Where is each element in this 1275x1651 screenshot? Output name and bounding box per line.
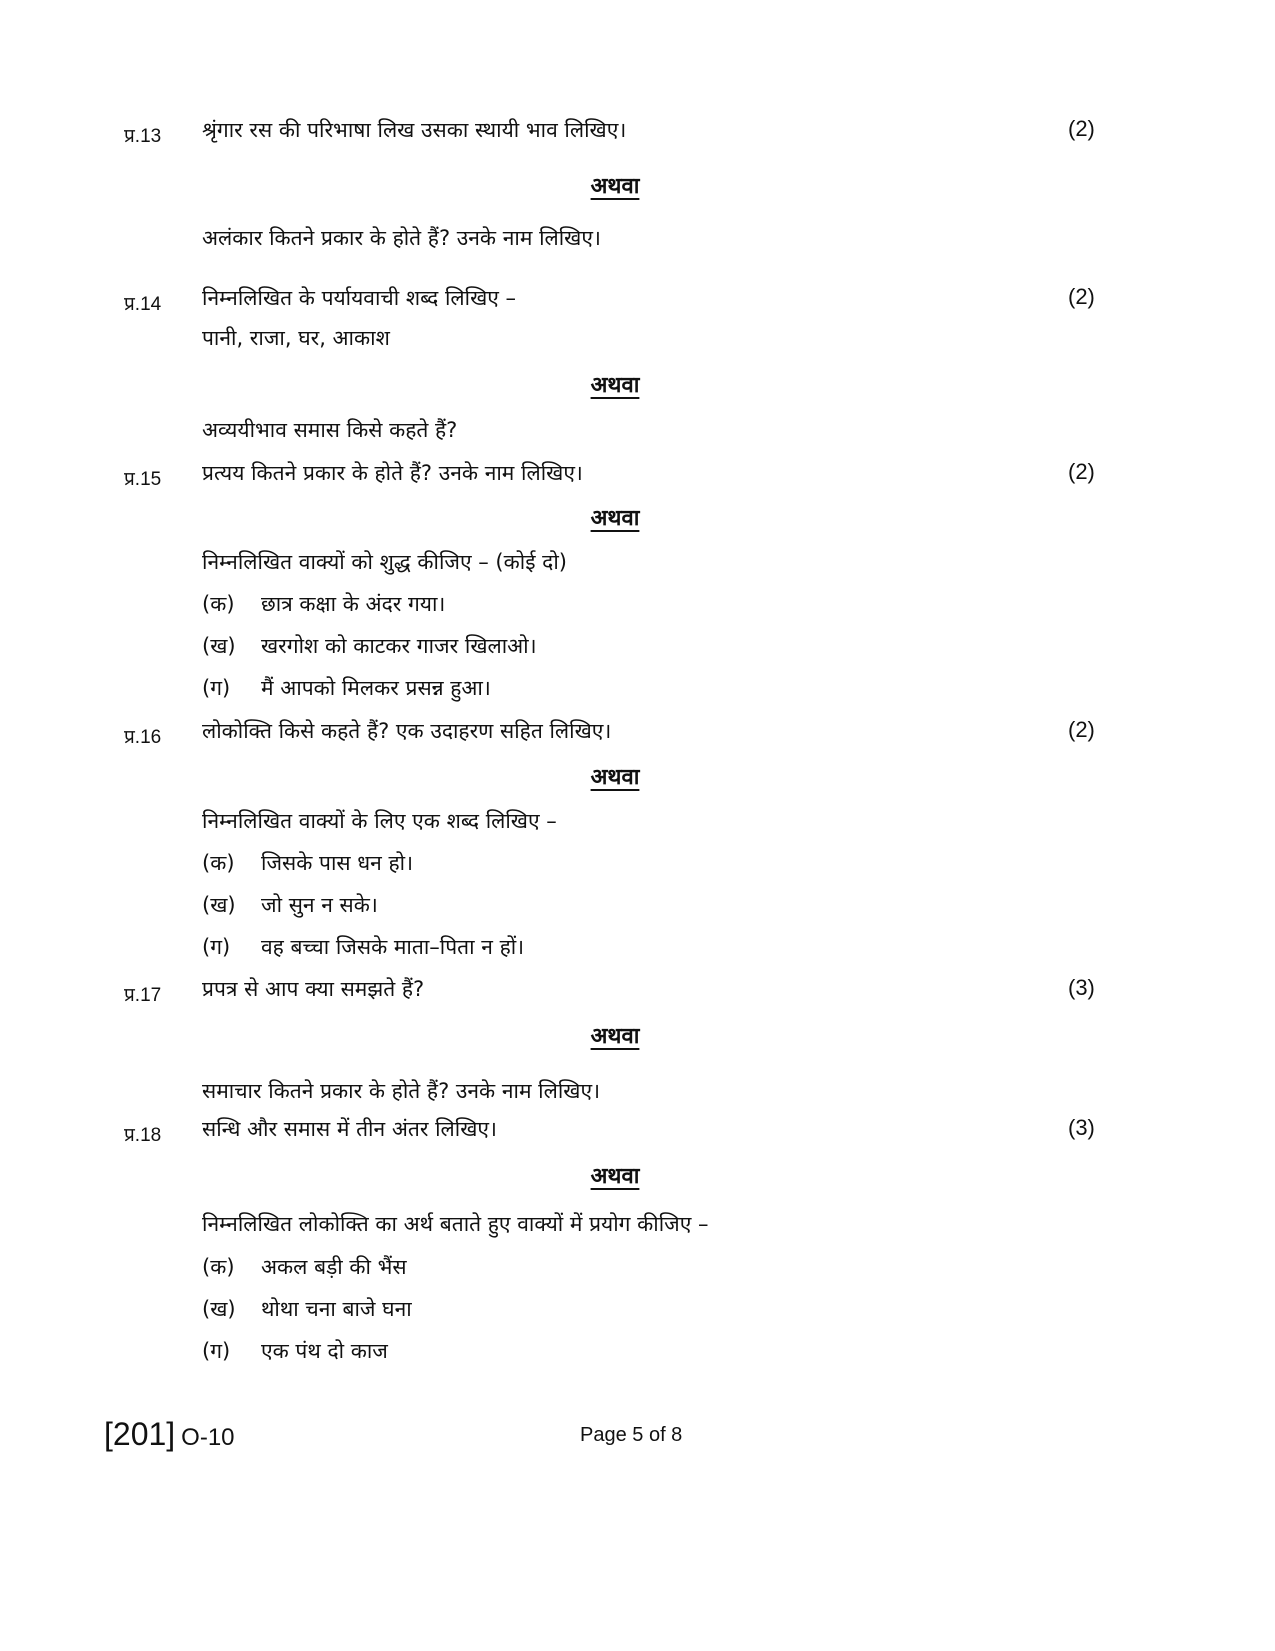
question-number: प्र.17: [124, 985, 162, 1006]
question-marks: (2): [1068, 717, 1095, 742]
paper-code-sub: O-10: [181, 1424, 235, 1451]
page-number: Page 5 of 8: [580, 1424, 683, 1446]
or-heading: अथवा: [590, 1164, 640, 1189]
question-text: प्रत्यय कितने प्रकार के होते हैं? उनके नाम लिखिए।: [202, 461, 583, 485]
question-number: प्र.14: [124, 294, 162, 315]
option-text: छात्र कक्षा के अंदर गया।: [261, 592, 446, 616]
question-text: श्रृंगार रस की परिभाषा लिख उसका स्थायी भाव लिखिए।: [202, 118, 627, 142]
option-label: (ग): [202, 935, 231, 959]
option-label: (क): [202, 851, 235, 875]
question-word-list: पानी, राजा, घर, आकाश: [202, 326, 390, 350]
question-number: प्र.16: [124, 727, 162, 748]
question-text: सन्धि और समास में तीन अंतर लिखिए।: [202, 1117, 497, 1141]
option-text: थोथा चना बाजे घना: [261, 1297, 412, 1321]
alternative-question-text: अलंकार कितने प्रकार के होते हैं? उनके नाम लिखिए।: [202, 226, 601, 250]
question-marks: (2): [1068, 284, 1095, 309]
option-label: (ग): [202, 676, 231, 700]
option-text: मैं आपको मिलकर प्रसन्न हुआ।: [261, 676, 491, 700]
option-label: (क): [202, 1255, 235, 1279]
alternative-question-text: निम्नलिखित वाक्यों को शुद्ध कीजिए – (कोई दो): [202, 550, 567, 574]
paper-code-main: [201]: [104, 1416, 176, 1452]
question-marks: (2): [1068, 459, 1095, 484]
question-text: निम्नलिखित के पर्यायवाची शब्द लिखिए –: [202, 286, 517, 310]
alternative-question-text: निम्नलिखित वाक्यों के लिए एक शब्द लिखिए –: [202, 809, 557, 833]
question-number: प्र.18: [124, 1125, 162, 1146]
or-heading: अथवा: [590, 373, 640, 398]
option-label: (ख): [202, 1297, 236, 1321]
option-text: जिसके पास धन हो।: [261, 851, 414, 875]
option-text: वह बच्चा जिसके माता–पिता न हों।: [261, 935, 525, 959]
option-text: जो सुन न सके।: [261, 893, 378, 917]
option-label: (ख): [202, 893, 236, 917]
paper-code: [104, 1416, 235, 1453]
alternative-question-text: अव्ययीभाव समास किसे कहते हैं?: [202, 418, 458, 442]
or-heading: अथवा: [590, 1024, 640, 1049]
question-text: प्रपत्र से आप क्या समझते हैं?: [202, 977, 425, 1001]
option-label: (ग): [202, 1339, 231, 1363]
alternative-question-text: समाचार कितने प्रकार के होते हैं? उनके नाम लिखिए।: [202, 1079, 601, 1103]
question-number: प्र.15: [124, 469, 162, 490]
or-heading: अथवा: [590, 765, 640, 790]
option-label: (क): [202, 592, 235, 616]
question-marks: (2): [1068, 116, 1095, 141]
option-text: अकल बड़ी की भैंस: [261, 1255, 407, 1279]
option-label: (ख): [202, 634, 236, 658]
or-heading: अथवा: [590, 506, 640, 531]
alternative-question-text: निम्नलिखित लोकोक्ति का अर्थ बताते हुए वाक्यों में प्रयोग कीजिए –: [202, 1212, 709, 1236]
option-text: खरगोश को काटकर गाजर खिलाओ।: [261, 634, 537, 658]
question-number: प्र.13: [124, 126, 162, 147]
or-heading: अथवा: [590, 174, 640, 199]
question-marks: (3): [1068, 975, 1095, 1000]
option-text: एक पंथ दो काज: [261, 1339, 388, 1363]
question-text: लोकोक्ति किसे कहते हैं? एक उदाहरण सहित लिखिए।: [202, 719, 612, 743]
question-marks: (3): [1068, 1115, 1095, 1140]
